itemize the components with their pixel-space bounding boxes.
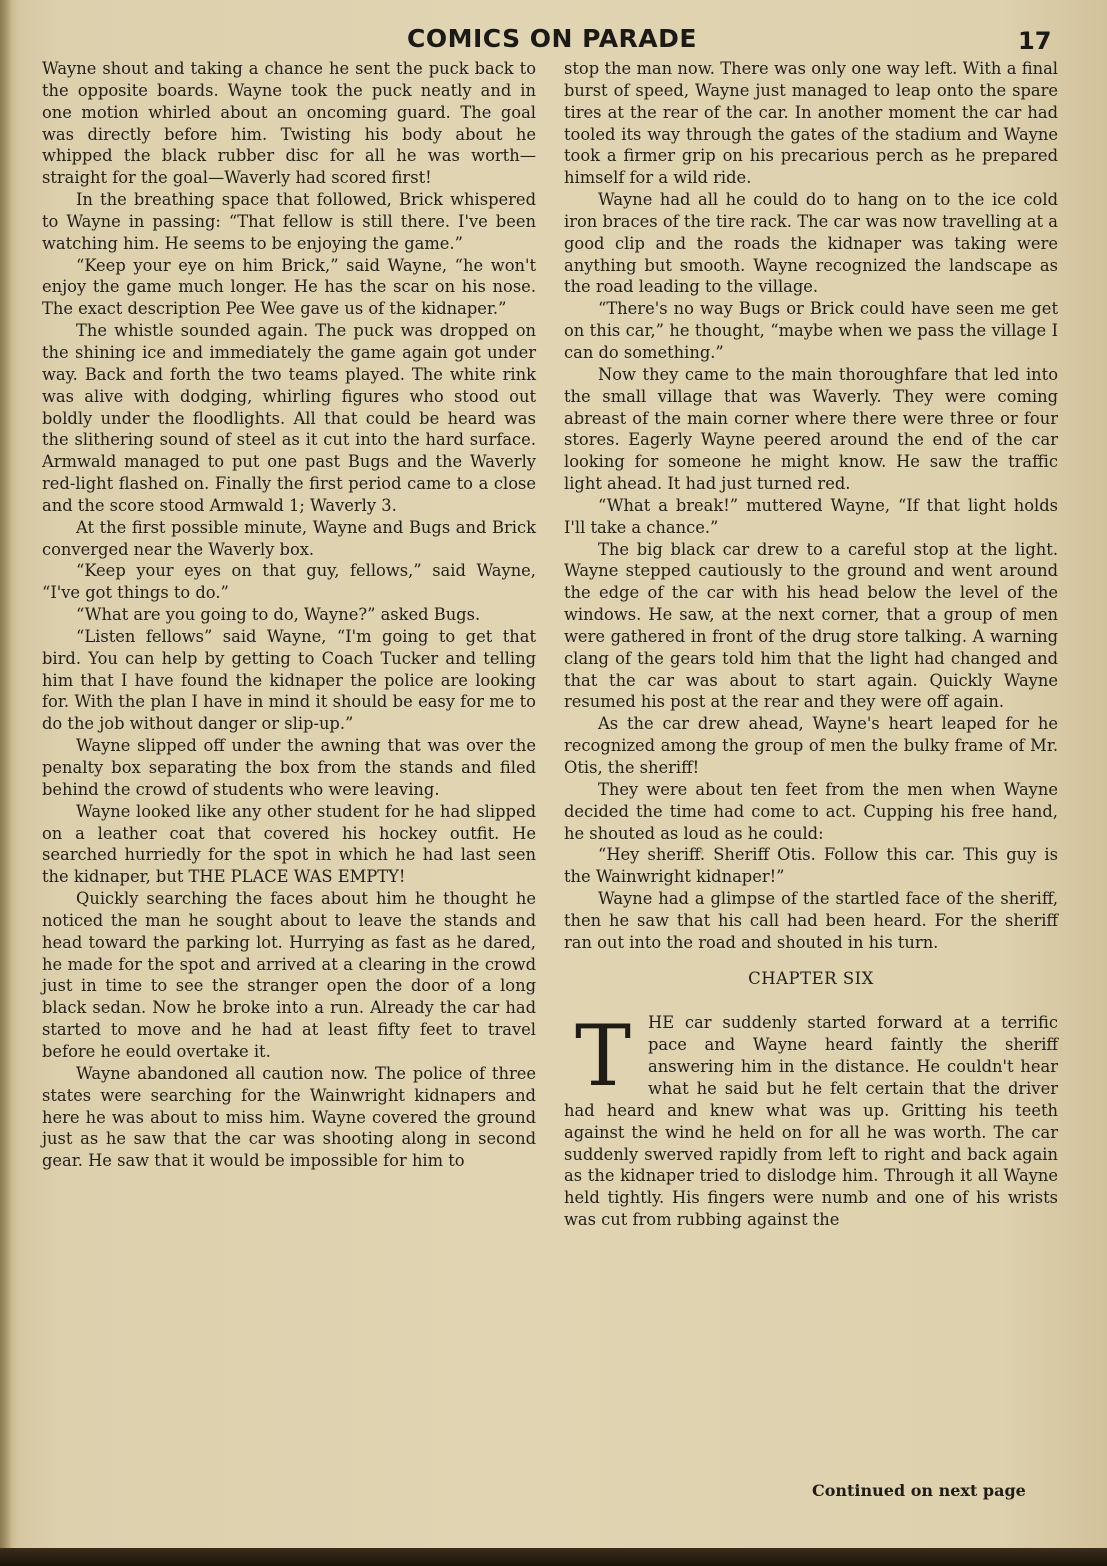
paragraph: At the first possible minute, Wayne and Bugs and Brick converged near the Waverly box.	[42, 517, 536, 559]
page-title: COMICS ON PARADE	[407, 24, 697, 53]
chapter-opening	[564, 1007, 1058, 1230]
paragraph: Now they came to the main thoroughfare that led into the small village that was Waverly. They were coming abreast of the main corner where there were three or four stores. Eagerly Wayne peered around the end of the car looking for someone he might know. He saw the traffic light ahead. It had just turned red.	[564, 364, 1058, 494]
paragraph: “Hey sheriff. Sheriff Otis. Follow this car. This guy is the Wainwright kidnaper!”	[564, 845, 1058, 887]
page-number: 17	[1018, 27, 1052, 55]
paragraph: Wayne slipped off under the awning that was over the penalty box separating the box from the stands and filed behind the crowd of students who were leaving.	[42, 736, 536, 799]
paragraph: As the car drew ahead, Wayne's heart leaped for he recognized among the group of men the bulky frame of Mr. Otis, the sheriff!	[564, 714, 1058, 777]
drop-cap-letter: T	[574, 1007, 632, 1106]
paragraph: “Keep your eye on him Brick,” said Wayne, “he won't enjoy the game much longer. He has the scar on his nose. The exact description Pee Wee gave us of the kidnaper.”	[42, 255, 536, 319]
page-bottom-edge	[0, 1548, 1107, 1566]
paragraph: The big black car drew to a careful stop at the light. Wayne stepped cautiously to the ground and went around the edge of the car with his head below the level of the windows. He saw, at the next corner, that a group of men were gathered in front of the drug store talking. A warning clang of the gears told him that the light had changed and that the car was about to start again. Quickly Wayne resumed his post at the rear and they were off again.	[564, 539, 1058, 712]
paragraph: In the breathing space that followed, Brick whispered to Wayne in passing: “That fellow is still there. I've been watching him. He seems to be enjoying the game.”	[42, 190, 536, 253]
paragraph: “What are you going to do, Wayne?” asked Bugs.	[76, 605, 481, 625]
paragraph: Wayne had all he could do to hang on to the ice cold iron braces of the tire rack. The car was now travelling at a good clip and the roads the kidnaper was taking were anything but smooth. Wayne recognized the landscape as the road leading to the village.	[564, 190, 1058, 297]
paragraph: They were about ten feet from the men when Wayne decided the time had come to act. Cupping his free hand, he shouted as loud as he could:	[564, 779, 1058, 843]
paragraph: stop the man now. There was only one way left. With a final burst of speed, Wayne just managed to leap onto the spare tires at the rear of the car. In another moment the car had tooled its way through the gates of the stadium and Wayne took a firmer grip on his precarious perch as he prepared himself for a wild ride.	[564, 59, 1058, 188]
paragraph: “What a break!” muttered Wayne, “If that light holds I'll take a chance.”	[564, 495, 1058, 537]
paragraph: Quickly searching the faces about him he thought he noticed the man he sought about to leave the stands and head toward the parking lot. Hurrying as fast as he dared, he made for the spot and arrived at a clearing in the crowd just in time to see the stranger open the door of a long black sedan. Now he broke into a run. Already the car had started to move and he had at least fifty feet to travel before he eould overtake it.	[42, 889, 536, 1061]
paragraph: Wayne had a glimpse of the startled face of the sheriff, then he saw that his call had been heard. For the sheriff ran out into the road and shouted in his turn.	[564, 889, 1058, 952]
paragraph: “Keep your eyes on that guy, fellows,” said Wayne, “I've got things to do.”	[42, 561, 536, 603]
right-column	[564, 58, 1058, 1231]
paper-speck	[700, 848, 703, 854]
paragraph: Wayne abandoned all caution now. The police of three states were searching for the Wainwright kidnapers and here he was about to miss him. Wayne covered the ground just as he saw that the car was shooting along in second gear. He saw that it would be impossible for him to	[42, 1063, 536, 1171]
paragraph: “There's no way Bugs or Brick could have seen me get on this car,” he thought, “maybe when we pass the village I can do something.”	[564, 299, 1058, 362]
chapter-heading: CHAPTER SIX	[748, 968, 874, 988]
paragraph: Wayne shout and taking a chance he sent the puck back to the opposite boards. Wayne took the puck neatly and in one motion whirled about an oncoming guard. The goal was directly before him. Twisting his body about he whipped the black rubber disc for all he was worth—straight for the goal—Waverly had scored first!	[42, 59, 536, 188]
paragraph: The whistle sounded again. The puck was dropped on the shining ice and immediately the game again got under way. Back and forth the two teams played. The white rink was alive with dodging, whirling figures who stood out boldly under the floodlights. All that could be heard was the slithering sound of steel as it cut into the hard surface. Armwald managed to put one past Bugs and the Waverly red-light flashed on. Finally the first period came to a close and the score stood Armwald 1; Waverly 3.	[42, 321, 536, 515]
paragraph: “Listen fellows” said Wayne, “I'm going to get that bird. You can help by getting to Coach Tucker and telling him that I have found the kidnaper the police are looking for. With the plan I have in mind it should be easy for me to do the job without danger or slip-up.”	[42, 626, 536, 734]
drop-cap	[564, 1007, 642, 1106]
paragraph: Wayne looked like any other student for he had slipped on a leather coat that covered his hockey outfit. He searched hurriedly for the spot in which he had last seen the kidnaper, but THE PLACE WAS EMPTY!	[42, 801, 536, 887]
left-column	[42, 58, 536, 1172]
continued-note: Continued on next page	[812, 1481, 1026, 1500]
paragraph: HE car suddenly started forward at a terrific pace and Wayne heard faintly the sheriff answering him in the distance. He couldn't hear what he said but he felt certain that the driver had heard and knew what was up. Gritting his teeth against the wind he held on for all he was worth. The car suddenly swerved rapidly from left to right and back again as the kidnaper tried to dislodge him. Through it all Wayne held tightly. His fingers were numb and one of his wrists was cut from rubbing against the	[564, 1013, 1058, 1230]
paper-speck	[204, 702, 207, 705]
